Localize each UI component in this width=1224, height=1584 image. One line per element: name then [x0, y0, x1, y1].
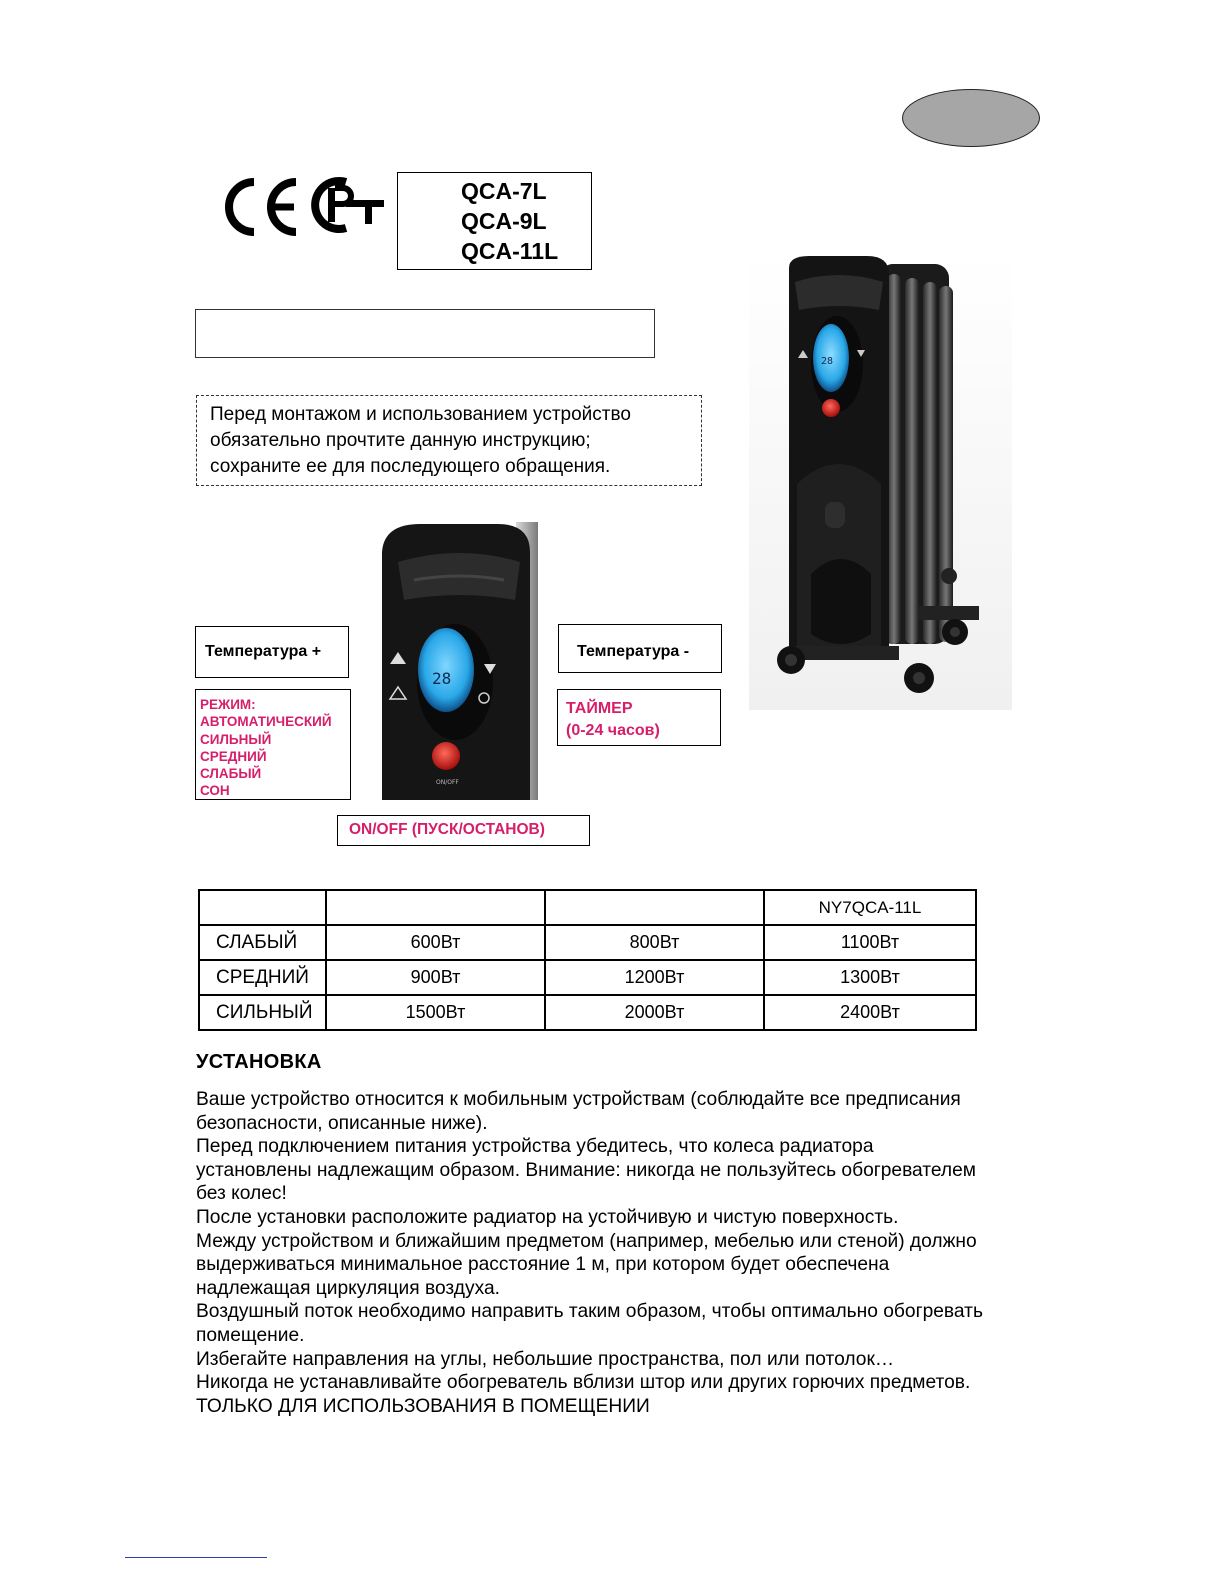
table-header-cell: [326, 890, 545, 925]
instruction-notice: [196, 395, 702, 486]
text-line: Воздушный поток необходимо направить таким образом, чтобы оптимально обогревать: [196, 1301, 983, 1323]
table-cell: 2000Вт: [545, 995, 764, 1030]
mode-line: АВТОМАТИЧЕСКИЙ: [200, 714, 332, 730]
table-cell: 1500Вт: [326, 995, 545, 1030]
mode-line: СИЛЬНЫЙ: [200, 731, 272, 747]
text-line: После установки расположите радиатор на устойчивую и чистую поверхность.: [196, 1206, 899, 1228]
table-cell: СИЛЬНЫЙ: [199, 995, 326, 1030]
empty-title-box: [195, 309, 655, 358]
text-line: безопасности, описанные ниже).: [196, 1112, 488, 1134]
table-cell: 1300Вт: [764, 960, 976, 995]
table-header-cell: NY7QCA-11L: [764, 890, 976, 925]
text-line: надлежащая циркуляция воздуха.: [196, 1277, 500, 1299]
text-line: помещение.: [196, 1324, 305, 1346]
text-line: выдерживаться минимальное расстояние 1 м, при котором будет обеспечена: [196, 1254, 890, 1276]
temperature-minus-label: Температура -: [558, 624, 722, 673]
text-line: Перед подключением питания устройства убедитесь, что колеса радиатора: [196, 1136, 874, 1158]
panel-button-text: ON/OFF: [436, 779, 459, 786]
timer-line: ТАЙМЕР: [566, 700, 633, 717]
mode-line: РЕЖИМ:: [200, 697, 256, 712]
table-cell: СЛАБЫЙ: [199, 925, 326, 960]
table-cell: СРЕДНИЙ: [199, 960, 326, 995]
notice-line: сохраните ее для последующего обращения.: [210, 456, 611, 477]
model-name: QCA-7L: [461, 178, 547, 204]
table-cell: 1200Вт: [545, 960, 764, 995]
svg-text:28: 28: [821, 356, 834, 367]
mode-line: СРЕДНИЙ: [200, 748, 267, 764]
text-line: установлены надлежащим образом. Внимание: никогда не пользуйтесь обогревателем: [196, 1159, 976, 1181]
table-header-row: [199, 890, 976, 925]
table-cell: 800Вт: [545, 925, 764, 960]
panel-display: 28: [432, 669, 452, 688]
table-header-cell: [199, 890, 326, 925]
notice-line: Перед монтажом и использованием устройство: [210, 404, 631, 425]
table-row: [199, 995, 976, 1030]
table-row: [199, 960, 976, 995]
table-cell: 600Вт: [326, 925, 545, 960]
onoff-label: ON/OFF (ПУСК/ОСТАНОВ): [337, 815, 590, 846]
section-title: УСТАНОВКА: [196, 1051, 322, 1073]
table-cell: 900Вт: [326, 960, 545, 995]
table-cell: 1100Вт: [764, 925, 976, 960]
table-cell: 2400Вт: [764, 995, 976, 1030]
gray-oval-badge: [902, 89, 1040, 147]
power-table: [198, 889, 977, 1031]
mode-label: [195, 689, 351, 800]
ce-mark-icon: [229, 182, 296, 232]
text-line: Ваше устройство относится к мобильным устройствам (соблюдайте все предписания: [196, 1089, 961, 1110]
text-line: Избегайте направления на углы, небольшие пространства, пол или потолок…: [196, 1348, 895, 1370]
table-row: [199, 925, 976, 960]
mode-line: СОН: [200, 783, 230, 799]
control-panel-image: [380, 522, 538, 800]
text-line: ТОЛЬКО ДЛЯ ИСПОЛЬЗОВАНИЯ В ПОМЕЩЕНИИ: [196, 1395, 650, 1417]
footnote-separator: [125, 1557, 267, 1558]
mode-line: СЛАБЫЙ: [200, 766, 262, 782]
certification-marks: [224, 176, 389, 238]
text-line: без колес!: [196, 1183, 287, 1205]
pct-mark-icon: [315, 181, 384, 229]
model-name: QCA-11L: [461, 238, 559, 264]
table-header-cell: [545, 890, 764, 925]
model-name: QCA-9L: [461, 208, 547, 234]
text-line: Между устройством и ближайшим предметом (например, мебелью или стеной) должно: [196, 1230, 977, 1252]
model-list: [397, 172, 592, 270]
oil-heater-image: [749, 254, 1012, 710]
notice-line: обязательно прочтите данную инструкцию;: [210, 430, 591, 451]
temperature-plus-label: Температура +: [195, 626, 349, 678]
text-line: Никогда не устанавливайте обогреватель вблизи штор или других горючих предметов.: [196, 1372, 971, 1394]
installation-text: [196, 1088, 1116, 1418]
timer-label: [557, 689, 721, 746]
timer-line: (0-24 часов): [566, 722, 660, 739]
